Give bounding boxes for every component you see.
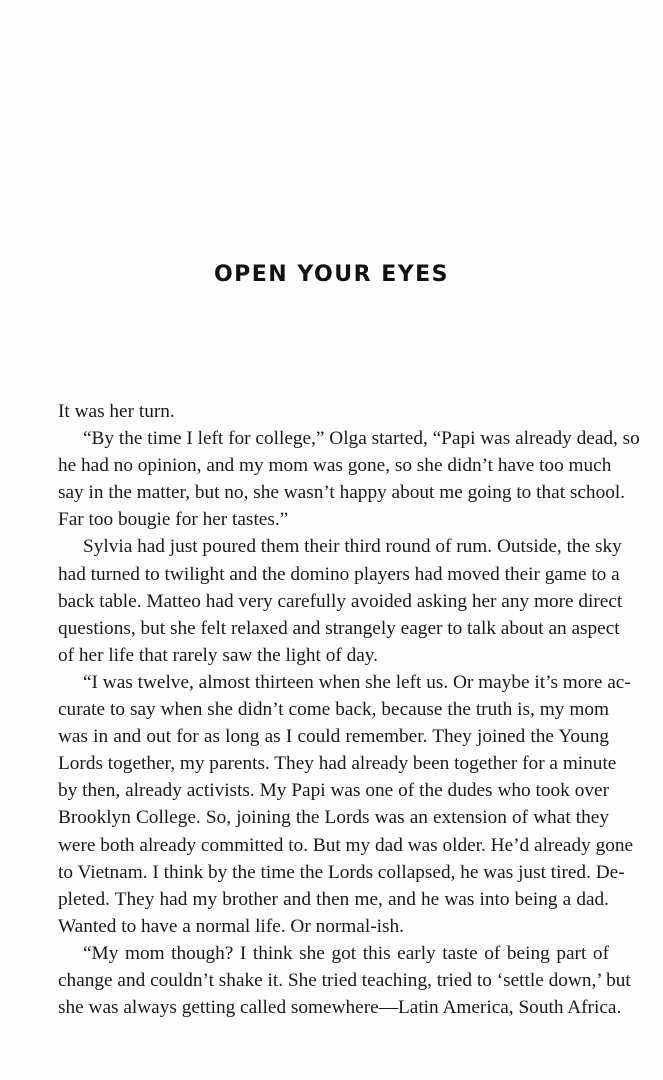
text-line: Sylvia had just poured them their third round of rum. Outside, the sky xyxy=(83,536,622,558)
text-line: change and couldn’t shake it. She tried teaching, tried to ‘settle down,’ but xyxy=(58,969,631,991)
text-line: pleted. They had my brother and then me, and he was into being a dad. xyxy=(58,888,609,910)
text-line: Far too bougie for her tastes.” xyxy=(58,509,289,531)
text-line: were both already committed to. But my dad was older. He’d already gone xyxy=(58,834,634,856)
text-line: to Vietnam. I think by the time the Lords collapsed, he was just tired. De- xyxy=(58,861,625,883)
text-line: “I was twelve, almost thirteen when she left us. Or maybe it’s more ac- xyxy=(83,671,631,693)
text-line: of her life that rarely saw the light of day. xyxy=(58,644,378,666)
text-line: questions, but she felt relaxed and strangely eager to talk about an aspect xyxy=(58,617,620,639)
text-line: Wanted to have a normal life. Or normal-ish. xyxy=(58,915,404,937)
text-line: was in and out for as long as I could remember. They joined the Young xyxy=(58,726,609,748)
text-line: curate to say when she didn’t come back, because the truth is, my mom xyxy=(58,699,609,721)
text-line: “My mom though? I think she got this early taste of being part of xyxy=(83,942,609,964)
text-line: by then, already activists. My Papi was one of the dudes who took over xyxy=(58,780,609,802)
text-line: she was always getting called somewhere—Latin America, South Africa. xyxy=(58,997,622,1019)
text-line: It was her turn. xyxy=(58,401,175,422)
text-line: back table. Matteo had very carefully avoided asking her any more direct xyxy=(58,590,623,612)
text-line: Lords together, my parents. They had already been together for a minute xyxy=(58,753,617,775)
text-line: “By the time I left for college,” Olga started, “Papi was already dead, so xyxy=(83,428,640,450)
text-line: he had no opinion, and my mom was gone, so she didn’t have too much xyxy=(58,455,612,477)
text-line: Brooklyn College. So, joining the Lords was an extension of what they xyxy=(58,807,609,829)
chapter-title: OPEN YOUR EYES xyxy=(213,262,450,287)
text-line: say in the matter, but no, she wasn’t happy about me going to that school. xyxy=(58,482,626,504)
text-line: had turned to twilight and the domino players had moved their game to a xyxy=(58,563,620,585)
chapter-body xyxy=(58,398,640,1021)
